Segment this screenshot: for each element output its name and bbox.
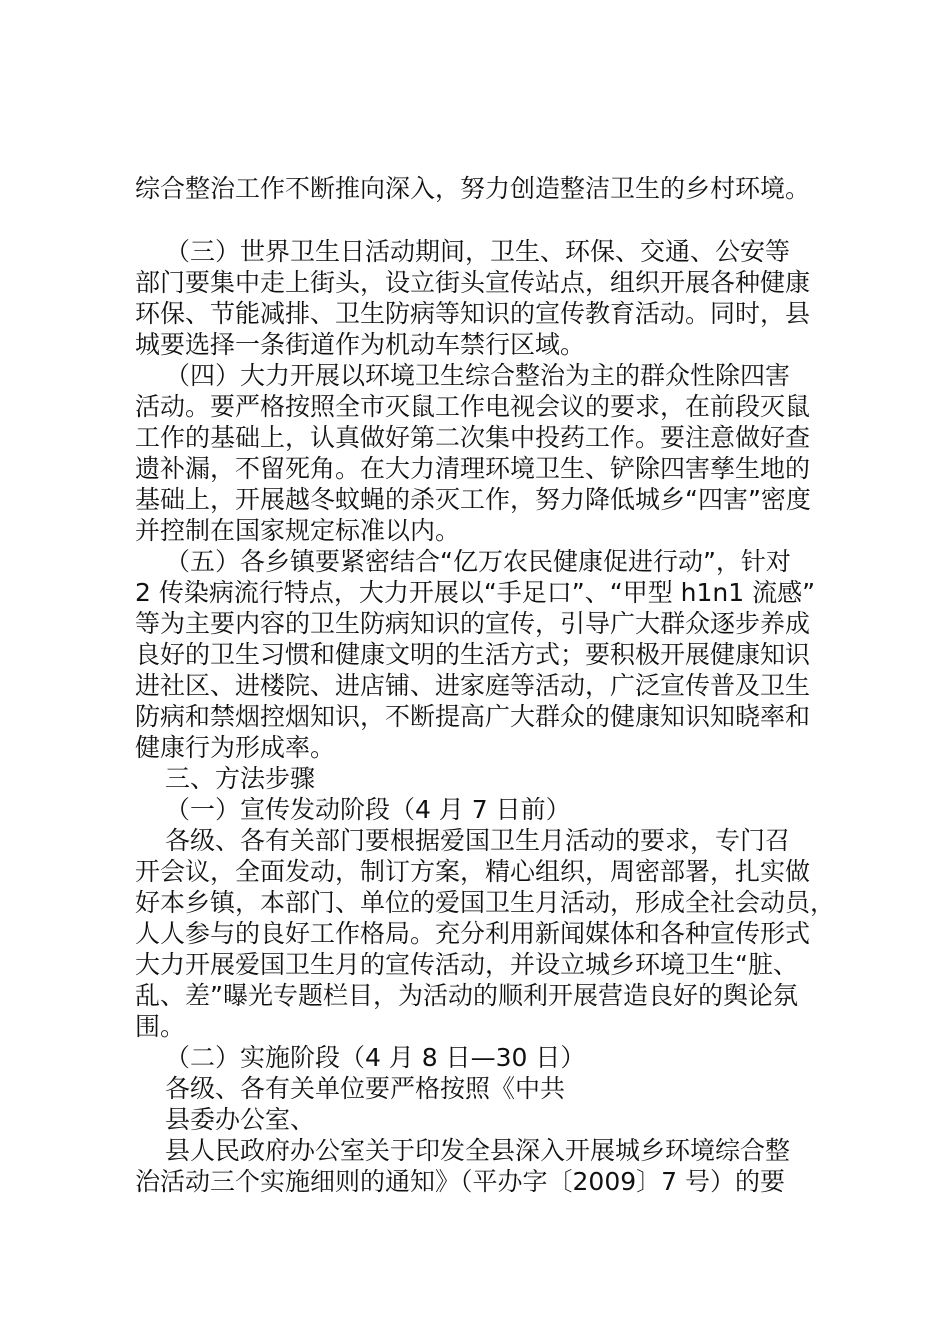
paragraph-line: 开会议，全面发动，制订方案，精心组织，周密部署，扎实做 bbox=[135, 857, 811, 886]
subsection-heading: （一）宣传发动阶段（4 月 7 日前） bbox=[165, 795, 571, 824]
paragraph-line: 围。 bbox=[135, 1012, 186, 1041]
paragraph-line: 并控制在国家规定标准以内。 bbox=[135, 516, 461, 545]
section-heading: 三、方法步骤 bbox=[165, 764, 316, 793]
paragraph-line: （四）大力开展以环境卫生综合整治为主的群众性除四害 bbox=[165, 361, 791, 390]
paragraph-line: 大力开展爱国卫生月的宣传活动，并设立城乡环境卫生“脏、 bbox=[135, 950, 798, 979]
paragraph-line: 工作的基础上，认真做好第二次集中投药工作。要注意做好查 bbox=[135, 423, 811, 452]
paragraph-line: 部门要集中走上街头，设立街头宣传站点，组织开展各种健康 bbox=[135, 268, 811, 297]
paragraph-line: 良好的卫生习惯和健康文明的生活方式；要积极开展健康知识 bbox=[135, 640, 811, 669]
paragraph-line: 人人参与的良好工作格局。充分利用新闻媒体和各种宣传形式 bbox=[135, 919, 811, 948]
paragraph-line: 县委办公室、 bbox=[165, 1105, 316, 1134]
paragraph-line: 防病和禁烟控烟知识，不断提高广大群众的健康知识知晓率和 bbox=[135, 702, 811, 731]
paragraph-line: 城要选择一条街道作为机动车禁行区域。 bbox=[135, 330, 586, 359]
paragraph-line: 遗补漏，不留死角。在大力清理环境卫生、铲除四害孳生地的 bbox=[135, 454, 811, 483]
paragraph-line: 综合整治工作不断推向深入，努力创造整洁卫生的乡村环境。 bbox=[135, 174, 811, 203]
paragraph-line: 基础上，开展越冬蚊蝇的杀灭工作，努力降低城乡“四害”密度 bbox=[135, 485, 811, 514]
subsection-heading: （二）实施阶段（4 月 8 日—30 日） bbox=[165, 1043, 586, 1072]
paragraph-line: 县人民政府办公室关于印发全县深入开展城乡环境综合整 bbox=[165, 1136, 791, 1165]
paragraph-line: （五）各乡镇要紧密结合“亿万农民健康促进行动”，针对 bbox=[165, 547, 791, 576]
paragraph-line: 等为主要内容的卫生防病知识的宣传，引导广大群众逐步养成 bbox=[135, 609, 811, 638]
paragraph-line: 各级、各有关单位要严格按照《中共 bbox=[165, 1074, 566, 1103]
paragraph-line: （三）世界卫生日活动期间，卫生、环保、交通、公安等 bbox=[165, 237, 791, 266]
paragraph-line: 2 传染病流行特点，大力开展以“手足口”、“甲型 h1n1 流感” bbox=[135, 578, 816, 607]
paragraph-line: 进社区、进楼院、进店铺、进家庭等活动，广泛宣传普及卫生 bbox=[135, 671, 811, 700]
paragraph-line: 治活动三个实施细则的通知》（平办字〔2009〕7 号）的要 bbox=[135, 1167, 785, 1196]
paragraph-line: 活动。要严格按照全市灭鼠工作电视会议的要求，在前段灭鼠 bbox=[135, 392, 811, 421]
paragraph-line: 各级、各有关部门要根据爱国卫生月活动的要求，专门召 bbox=[165, 826, 791, 855]
paragraph-line: 乱、差”曝光专题栏目，为活动的顺利开展营造良好的舆论氛 bbox=[135, 981, 798, 1010]
paragraph-line: 好本乡镇，本部门、单位的爱国卫生月活动，形成全社会动员， bbox=[135, 888, 836, 917]
paragraph-line: 环保、节能减排、卫生防病等知识的宣传教育活动。同时，县 bbox=[135, 299, 811, 328]
paragraph-line: 健康行为形成率。 bbox=[135, 733, 336, 762]
